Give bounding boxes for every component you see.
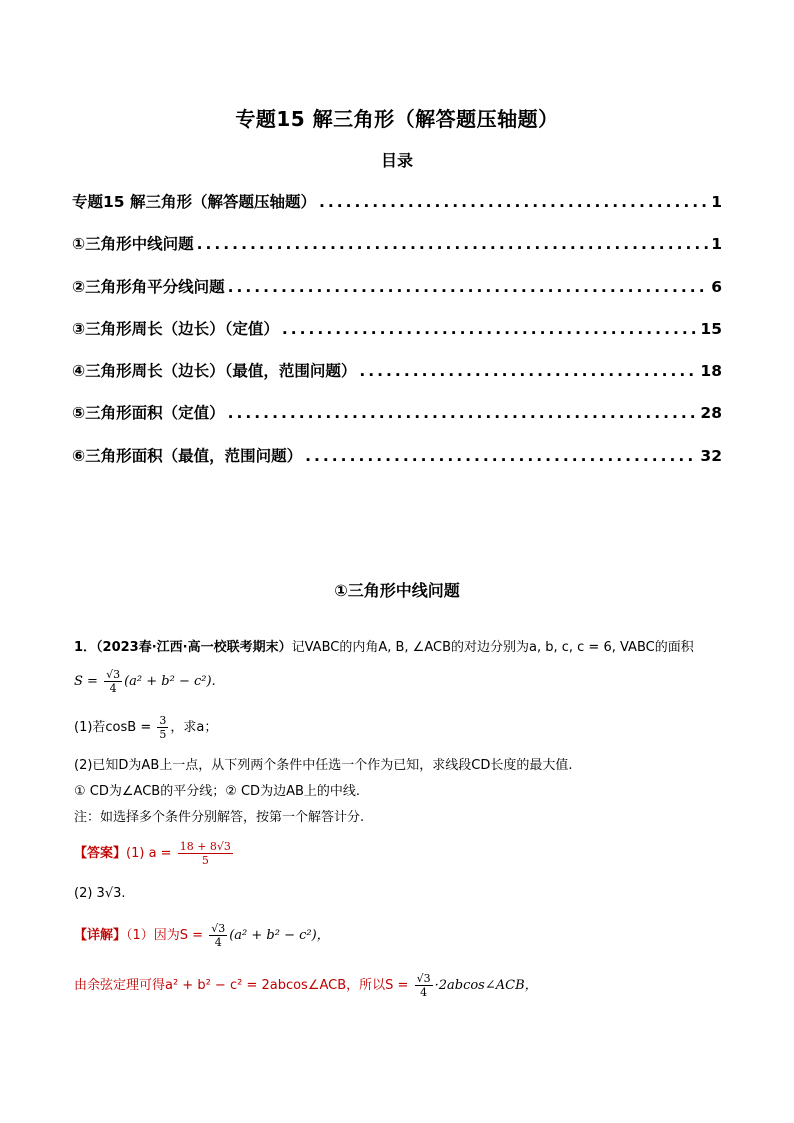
answer-2-text: (2) 3√3. <box>74 886 126 901</box>
toc-dot-leader <box>305 447 697 465</box>
toc-entry-page: 1 <box>711 235 722 254</box>
toc-entry-label: ④三角形周长（边长）（最值，范围问题） <box>72 362 357 381</box>
fraction-sqrt3-over-4 <box>415 972 433 999</box>
toc-entry-page: 15 <box>700 319 722 338</box>
detail-line-1 <box>74 922 330 949</box>
part1-prefix: (1)若cosB = <box>74 720 152 735</box>
toc-entry[interactable] <box>72 359 722 401</box>
toc-entry[interactable] <box>72 190 722 232</box>
toc-entry-page: 1 <box>711 193 722 211</box>
problem-number: 1． <box>74 640 97 655</box>
problem-stem-text: 记VABC的内角A, B, ∠ACB的对边分别为a, b, c, c = 6, VABC的面积 <box>291 640 694 655</box>
toc-entry-label: ③三角形周长（边长）（定值） <box>72 319 279 338</box>
toc-dot-leader <box>197 235 709 253</box>
fraction-numerator: 3 <box>159 714 167 727</box>
answer-line-1 <box>74 840 235 867</box>
problem-stem-line-1 <box>74 636 694 655</box>
toc-dot-leader <box>228 278 709 296</box>
fraction-answer-a <box>178 840 233 867</box>
detail-1-prefix: （1）因为S = <box>126 928 204 943</box>
fraction-denominator: 4 <box>420 986 428 999</box>
problem-options: ① CD为∠ACB的平分线；② CD为边AB上的中线. <box>74 784 361 799</box>
problem-part-2: (2)已知D为AB上一点，从下列两个条件中任选一个作为已知，求线段CD长度的最大值. <box>74 758 573 773</box>
toc-entry-label: ⑤三角形面积（定值） <box>72 404 225 423</box>
toc-dot-leader <box>319 193 708 211</box>
fraction-3-over-5 <box>157 714 168 741</box>
detail-1-suffix: (a² + b² − c²)， <box>229 928 330 943</box>
fraction-numerator: √3 <box>416 972 431 985</box>
problem-part-1 <box>74 714 217 741</box>
toc-entry-page: 32 <box>700 446 722 465</box>
problem-note: 注：如选择多个条件分别解答，按第一个解答计分. <box>74 810 365 825</box>
detail-line-2 <box>74 972 538 999</box>
toc-dot-leader <box>282 320 698 338</box>
toc-entry[interactable] <box>72 401 722 443</box>
toc-entry[interactable] <box>72 275 722 317</box>
toc-entry-label: 专题15 解三角形（解答题压轴题） <box>72 193 316 211</box>
problem-source: （2023春·江西·高一校联考期末） <box>96 640 292 655</box>
toc-entry-label: ①三角形中线问题 <box>72 235 194 254</box>
answer-line-2 <box>74 886 126 901</box>
fraction-numerator: √3 <box>106 668 121 681</box>
area-formula-lhs: S = <box>74 674 98 689</box>
toc-entry-page: 28 <box>700 404 722 423</box>
toc-heading: 目录 <box>380 151 413 170</box>
detail-2-suffix: ·2abcos∠ACB， <box>434 978 538 993</box>
fraction-denominator: 4 <box>214 936 222 949</box>
part1-suffix: ，求a； <box>170 720 218 735</box>
fraction-numerator: √3 <box>211 922 226 935</box>
document-title: 专题15 解三角形（解答题压轴题） <box>235 107 559 131</box>
fraction-sqrt3-over-4 <box>104 668 122 695</box>
toc-entry-label: ⑥三角形面积（最值，范围问题） <box>72 446 303 465</box>
toc-entry[interactable] <box>72 444 722 486</box>
answer-1-prefix: (1) a = <box>126 846 172 861</box>
toc-dot-leader <box>359 362 697 380</box>
fraction-numerator: 18 + 8√3 <box>179 840 231 853</box>
toc-entry-label: ②三角形角平分线问题 <box>72 277 225 296</box>
fraction-sqrt3-over-4 <box>209 922 227 949</box>
toc-dot-leader <box>228 404 698 422</box>
toc-entry-page: 18 <box>700 362 722 381</box>
toc-entry-page: 6 <box>711 277 722 296</box>
fraction-denominator: 5 <box>159 728 167 741</box>
fraction-denominator: 4 <box>109 682 117 695</box>
detail-2-prefix: 由余弦定理可得a² + b² − c² = 2abcos∠ACB，所以S = <box>74 978 409 993</box>
answer-tag: 【答案】 <box>74 846 127 861</box>
area-formula-rhs: (a² + b² − c²). <box>124 674 216 689</box>
detail-tag: 【详解】 <box>74 928 127 943</box>
toc-entry[interactable] <box>72 232 722 274</box>
section-heading: ①三角形中线问题 <box>334 581 460 600</box>
toc-entry[interactable] <box>72 317 722 359</box>
fraction-denominator: 5 <box>201 854 209 867</box>
table-of-contents <box>72 190 722 486</box>
problem-stem-line-2 <box>74 668 216 695</box>
